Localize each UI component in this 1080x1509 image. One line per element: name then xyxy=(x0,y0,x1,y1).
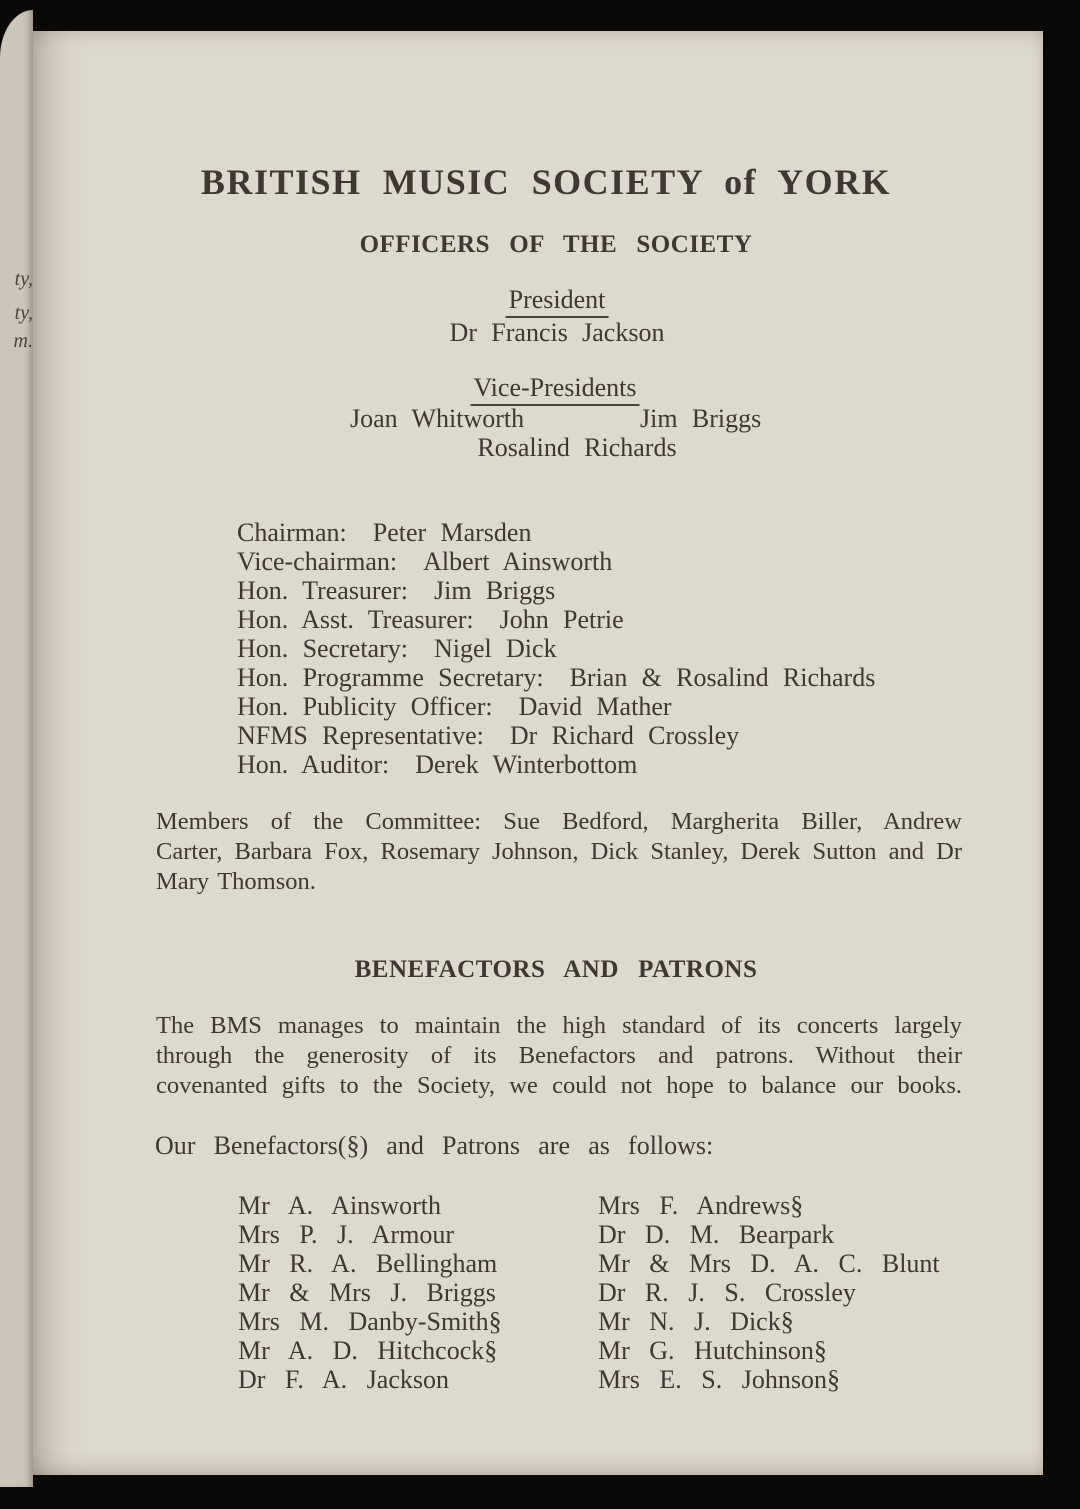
benefactor-name: Mrs E. S. Johnson§ xyxy=(598,1365,840,1394)
officer-row xyxy=(237,750,875,779)
committee-line: Members of the Committee: Sue Bedford, Margherita Biller, Andrew xyxy=(156,808,962,835)
committee-paragraph xyxy=(156,807,962,897)
officer-role: Hon. Secretary: xyxy=(237,634,408,663)
edge-text-fragment: m. xyxy=(13,330,33,352)
benefactor-name: Mr & Mrs J. Briggs xyxy=(238,1278,496,1307)
officer-name: Jim Briggs xyxy=(434,576,556,605)
benefactor-name: Mrs F. Andrews§ xyxy=(598,1191,804,1220)
vice-presidents-label xyxy=(470,373,639,403)
officer-name: Albert Ainsworth xyxy=(423,547,613,576)
officer-name: John Petrie xyxy=(499,605,624,634)
officer-name: Derek Winterbottom xyxy=(415,750,638,779)
officer-row xyxy=(237,576,875,605)
benefactor-name: Mrs P. J. Armour xyxy=(238,1220,454,1249)
benefactors-line: covenanted gifts to the Society, we could not hope to balance our books. xyxy=(156,1072,962,1099)
officer-row xyxy=(237,663,875,692)
benefactor-name: Mrs M. Danby-Smith§ xyxy=(238,1307,502,1336)
officer-role: Hon. Asst. Treasurer: xyxy=(237,605,474,634)
benefactor-name: Dr D. M. Bearpark xyxy=(598,1220,835,1249)
vice-president-name-left: Joan Whitworth xyxy=(350,404,525,433)
officer-row xyxy=(237,692,875,721)
vice-presidents-label-text: Vice-Presidents xyxy=(470,373,639,406)
benefactors-column-right xyxy=(598,1191,940,1394)
officer-row xyxy=(237,518,875,547)
officer-role: NFMS Representative: xyxy=(237,721,484,750)
vice-president-name-right: Jim Briggs xyxy=(640,404,762,433)
edge-text-fragment: ty, xyxy=(14,302,33,324)
benefactors-line: The BMS manages to maintain the high standard of its concerts largely xyxy=(156,1012,962,1039)
officer-row xyxy=(237,547,875,576)
benefactor-name: Mr A. D. Hitchcock§ xyxy=(238,1336,498,1365)
officer-role: Hon. Publicity Officer: xyxy=(237,692,493,721)
officer-row xyxy=(237,605,875,634)
vice-president-name-center: Rosalind Richards xyxy=(477,433,677,462)
benefactor-name: Mr A. Ainsworth xyxy=(238,1191,441,1220)
benefactors-paragraph xyxy=(156,1011,962,1101)
benefactor-name: Mr & Mrs D. A. C. Blunt xyxy=(598,1249,940,1278)
benefactor-name: Mr N. J. Dick§ xyxy=(598,1307,794,1336)
officers-list xyxy=(237,518,875,779)
officer-row xyxy=(237,721,875,750)
committee-line: Mary Thomson. xyxy=(156,868,316,895)
officer-name: Peter Marsden xyxy=(372,518,532,547)
officer-role: Hon. Treasurer: xyxy=(237,576,409,605)
officer-name: Dr Richard Crossley xyxy=(509,721,740,750)
programme-page xyxy=(33,31,1043,1475)
officer-name: Nigel Dick xyxy=(433,634,557,663)
officer-role: Hon. Programme Secretary: xyxy=(237,663,544,692)
benefactors-column-left xyxy=(238,1191,502,1394)
committee-line: Carter, Barbara Fox, Rosemary Johnson, Dick Stanley, Derek Sutton and Dr xyxy=(156,838,962,865)
officer-role: Hon. Auditor: xyxy=(237,750,390,779)
president-label xyxy=(506,285,609,315)
benefactors-intro: Our Benefactors(§) and Patrons are as follows: xyxy=(155,1131,714,1160)
adjacent-page-edge xyxy=(0,10,33,1487)
benefactors-heading: BENEFACTORS AND PATRONS xyxy=(354,956,758,983)
benefactor-name: Dr F. A. Jackson xyxy=(238,1365,449,1394)
officer-row xyxy=(237,634,875,663)
officer-name: David Mather xyxy=(518,692,672,721)
benefactor-name: Mr R. A. Bellingham xyxy=(238,1249,498,1278)
officers-heading: OFFICERS OF THE SOCIETY xyxy=(359,231,753,258)
benefactors-line: through the generosity of its Benefactors and patrons. Without their xyxy=(156,1042,962,1069)
benefactor-name: Dr R. J. S. Crossley xyxy=(598,1278,856,1307)
officer-role: Chairman: xyxy=(237,518,347,547)
page-title: BRITISH MUSIC SOCIETY of YORK xyxy=(200,162,892,202)
officer-role: Vice-chairman: xyxy=(237,547,398,576)
benefactor-name: Mr G. Hutchinson§ xyxy=(598,1336,827,1365)
president-label-text: President xyxy=(506,285,609,318)
edge-text-fragment: ty, xyxy=(14,268,33,290)
president-name: Dr Francis Jackson xyxy=(449,318,665,347)
officer-name: Brian & Rosalind Richards xyxy=(569,663,876,692)
